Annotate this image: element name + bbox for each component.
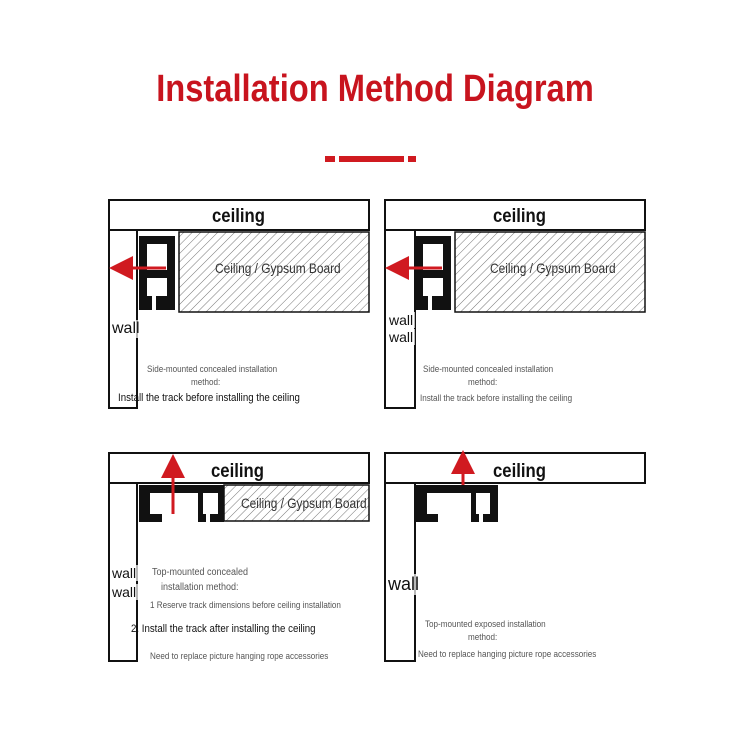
wall-label-a: wall bbox=[112, 565, 137, 581]
caption-line-1: Side-mounted concealed installation bbox=[147, 364, 278, 374]
caption-line-2: method: bbox=[468, 377, 498, 387]
caption-line-4: 2. Install the track after installing the ceiling bbox=[131, 623, 316, 635]
caption-line-2: method: bbox=[191, 377, 221, 387]
ceiling-label: ceiling bbox=[493, 461, 546, 482]
caption-line-1: Top-mounted concealed bbox=[152, 567, 249, 578]
board-label: Ceiling / Gypsum Board bbox=[215, 260, 341, 276]
board-label: Ceiling / Gypsum Board bbox=[490, 260, 616, 276]
caption-line-1: Top-mounted exposed installation bbox=[425, 619, 546, 629]
caption-line-3: Need to replace hanging picture rope accessories bbox=[418, 649, 597, 659]
caption-line-5: Need to replace picture hanging rope accessories bbox=[150, 651, 329, 661]
wall-label: wall bbox=[388, 574, 420, 594]
caption-line-3: Install the track before installing the ceiling bbox=[420, 393, 573, 403]
ceiling-label: ceiling bbox=[212, 206, 265, 227]
caption-line-2: method: bbox=[468, 632, 498, 642]
wall-label-b: wall bbox=[112, 584, 137, 600]
page-title: Installation Method Diagram bbox=[156, 68, 594, 110]
wall-bar bbox=[385, 483, 415, 661]
ceiling-label: ceiling bbox=[493, 206, 546, 227]
board-label: Ceiling / Gypsum Board bbox=[241, 495, 367, 511]
wall-label: wall bbox=[112, 320, 140, 337]
caption-line-3: Install the track before installing the ceiling bbox=[118, 392, 300, 404]
track-profile bbox=[416, 485, 498, 522]
caption-line-3: 1 Reserve track dimensions before ceiling installation bbox=[150, 600, 341, 610]
wall-label-a: wall bbox=[389, 312, 414, 328]
ceiling-label: ceiling bbox=[211, 461, 264, 482]
caption-line-2: installation method: bbox=[161, 582, 239, 593]
wall-label-b: wall bbox=[389, 329, 414, 345]
caption-line-1: Side-mounted concealed installation bbox=[423, 364, 554, 374]
